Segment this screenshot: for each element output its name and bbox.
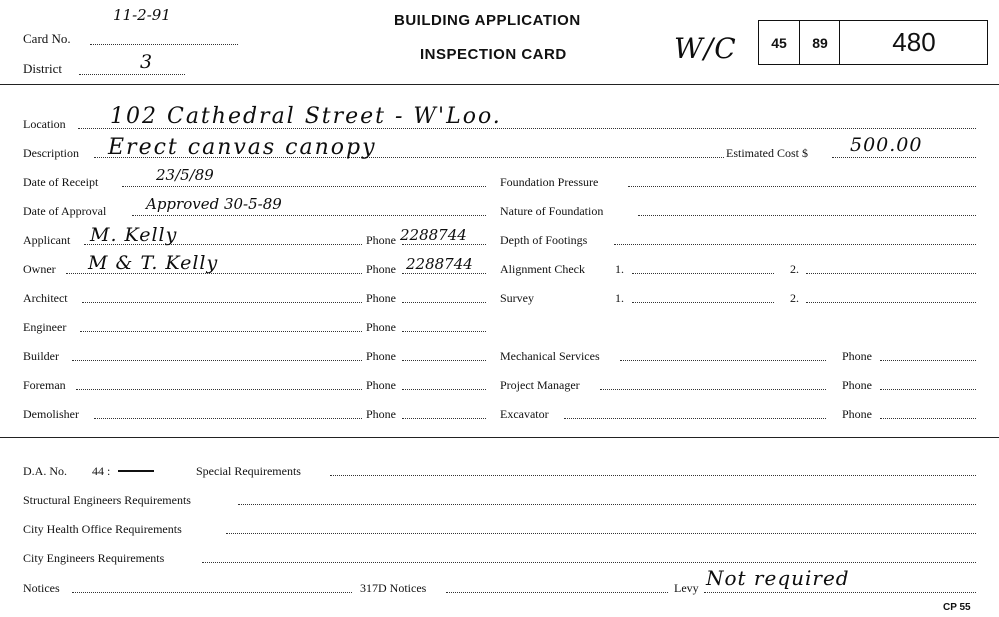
alignment-check-1: 1. bbox=[615, 262, 624, 276]
district-value: 3 bbox=[140, 51, 154, 73]
builder-phone-label: Phone bbox=[366, 349, 396, 363]
survey-line-1 bbox=[632, 302, 774, 303]
builder-label: Builder bbox=[23, 349, 59, 363]
mechanical-services-phone-label: Phone bbox=[842, 349, 872, 363]
card-no-date: 11-2-91 bbox=[113, 6, 171, 24]
excavator-phone-line bbox=[880, 418, 976, 419]
description-value: Erect canvas canopy bbox=[108, 135, 377, 160]
file-number-a: 45 bbox=[771, 34, 787, 51]
foundation-pressure-line bbox=[628, 186, 976, 187]
title-line1: BUILDING APPLICATION bbox=[394, 12, 581, 29]
da-no-value: 44 : bbox=[92, 464, 111, 478]
architect-phone-label: Phone bbox=[366, 291, 396, 305]
demolisher-phone-line bbox=[402, 418, 486, 419]
architect-line bbox=[82, 302, 362, 303]
engineer-phone-label: Phone bbox=[366, 320, 396, 334]
foundation-pressure-label: Foundation Pressure bbox=[500, 175, 599, 189]
nature-of-foundation-line bbox=[638, 215, 976, 216]
survey-1: 1. bbox=[615, 291, 624, 305]
owner-value: M & T. Kelly bbox=[88, 252, 219, 274]
city-health-label: City Health Office Requirements bbox=[23, 522, 182, 536]
project-manager-phone-label: Phone bbox=[842, 378, 872, 392]
file-number-box bbox=[758, 20, 988, 65]
project-manager-phone-line bbox=[880, 389, 976, 390]
approval-line bbox=[132, 215, 486, 216]
estimated-cost-value: 500.00 bbox=[850, 134, 923, 156]
city-engineers-line bbox=[202, 562, 976, 563]
builder-phone-line bbox=[402, 360, 486, 361]
project-manager-line bbox=[600, 389, 826, 390]
applicant-phone-line bbox=[402, 244, 486, 245]
survey-label: Survey bbox=[500, 291, 534, 305]
notices-label: Notices bbox=[23, 581, 60, 595]
structural-label: Structural Engineers Requirements bbox=[23, 493, 191, 507]
levy-line bbox=[704, 592, 976, 593]
form-code: CP 55 bbox=[943, 602, 971, 613]
architect-label: Architect bbox=[23, 291, 68, 305]
demolisher-label: Demolisher bbox=[23, 407, 79, 421]
foreman-label: Foreman bbox=[23, 378, 66, 392]
foreman-phone-label: Phone bbox=[366, 378, 396, 392]
depth-of-footings-label: Depth of Footings bbox=[500, 233, 588, 247]
approval-value: Approved 30-5-89 bbox=[146, 195, 282, 213]
special-requirements-line bbox=[330, 475, 976, 476]
excavator-phone-label: Phone bbox=[842, 407, 872, 421]
mechanical-services-phone-line bbox=[880, 360, 976, 361]
nature-of-foundation-label: Nature of Foundation bbox=[500, 204, 604, 218]
title-line2: INSPECTION CARD bbox=[420, 46, 567, 63]
alignment-check-line-1 bbox=[632, 273, 774, 274]
district-label: District bbox=[23, 61, 62, 76]
survey-2: 2. bbox=[790, 291, 799, 305]
survey-line-2 bbox=[806, 302, 976, 303]
levy-value: Not required bbox=[706, 566, 850, 590]
receipt-value: 23/5/89 bbox=[156, 166, 214, 184]
foreman-line bbox=[76, 389, 362, 390]
estimated-cost-line bbox=[832, 157, 976, 158]
alignment-check-line-2 bbox=[806, 273, 976, 274]
estimated-cost-label: Estimated Cost $ bbox=[726, 146, 808, 160]
applicant-label: Applicant bbox=[23, 233, 71, 247]
header-rule bbox=[0, 84, 999, 85]
engineer-line bbox=[80, 331, 362, 332]
builder-line bbox=[72, 360, 362, 361]
foreman-phone-line bbox=[402, 389, 486, 390]
applicant-phone-value: 2288744 bbox=[400, 226, 467, 244]
engineer-phone-line bbox=[402, 331, 486, 332]
applicant-value: M. Kelly bbox=[90, 224, 178, 246]
alignment-check-label: Alignment Check bbox=[500, 262, 585, 276]
owner-label: Owner bbox=[23, 262, 56, 276]
wc-note: W/C bbox=[674, 32, 737, 65]
levy-label: Levy bbox=[674, 581, 699, 595]
excavator-label: Excavator bbox=[500, 407, 549, 421]
excavator-line bbox=[564, 418, 826, 419]
special-requirements-label: Special Requirements bbox=[196, 464, 301, 478]
depth-of-footings-line bbox=[614, 244, 976, 245]
city-health-line bbox=[226, 533, 976, 534]
district-line bbox=[79, 74, 185, 75]
owner-phone-label: Phone bbox=[366, 262, 396, 276]
engineer-label: Engineer bbox=[23, 320, 67, 334]
card-no-label: Card No. bbox=[23, 31, 71, 46]
approval-label: Date of Approval bbox=[23, 204, 107, 218]
city-engineers-label: City Engineers Requirements bbox=[23, 551, 165, 565]
file-number-b: 89 bbox=[799, 21, 840, 64]
architect-phone-line bbox=[402, 302, 486, 303]
mechanical-services-label: Mechanical Services bbox=[500, 349, 600, 363]
location-value: 102 Cathedral Street - W'Loo. bbox=[110, 104, 502, 129]
mechanical-services-line bbox=[620, 360, 826, 361]
card-no-line bbox=[90, 44, 238, 45]
location-label: Location bbox=[23, 117, 66, 131]
receipt-label: Date of Receipt bbox=[23, 175, 99, 189]
demolisher-phone-label: Phone bbox=[366, 407, 396, 421]
da-no-label: D.A. No. bbox=[23, 464, 67, 478]
owner-phone-value: 2288744 bbox=[406, 255, 473, 273]
demolisher-line bbox=[94, 418, 362, 419]
alignment-check-2: 2. bbox=[790, 262, 799, 276]
receipt-line bbox=[122, 186, 486, 187]
notices-317d-label: 317D Notices bbox=[360, 581, 427, 595]
applicant-phone-label: Phone bbox=[366, 233, 396, 247]
owner-phone-line bbox=[402, 273, 486, 274]
footer-rule bbox=[0, 437, 999, 438]
notices-line bbox=[72, 592, 352, 593]
file-number-c: 480 bbox=[839, 21, 988, 64]
da-no-dash bbox=[118, 470, 154, 472]
project-manager-label: Project Manager bbox=[500, 378, 580, 392]
notices-317d-line bbox=[446, 592, 668, 593]
description-label: Description bbox=[23, 146, 79, 160]
structural-line bbox=[238, 504, 976, 505]
